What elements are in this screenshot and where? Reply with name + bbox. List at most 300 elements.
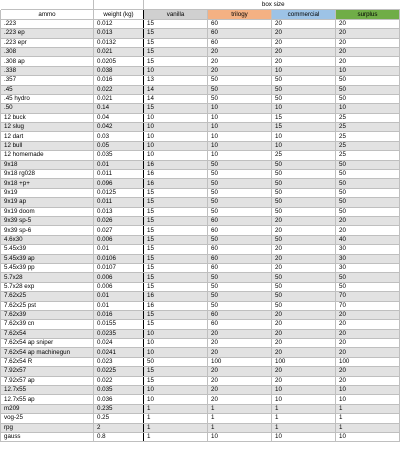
commercial-cell[interactable]: 20 [272,226,336,235]
trilogy-cell[interactable]: 10 [208,132,272,141]
weight-cell[interactable]: 0.14 [94,104,144,113]
weight-cell[interactable]: 0.022 [94,85,144,94]
ammo-cell[interactable]: m209 [1,404,94,413]
vanilla-cell[interactable]: 15 [144,198,208,207]
commercial-cell[interactable]: 20 [272,320,336,329]
ammo-cell[interactable]: .223 [1,19,94,28]
surplus-cell[interactable]: 1 [336,414,400,423]
ammo-cell[interactable]: 7.62x54 ap sniper [1,339,94,348]
table-row [1,38,400,47]
weight-cell[interactable]: 0.01 [94,160,144,169]
weight-cell[interactable]: 0.03 [94,132,144,141]
vanilla-cell[interactable]: 1 [144,432,208,441]
table-row [1,47,400,56]
table-row [1,414,400,423]
weight-cell[interactable]: 0.011 [94,170,144,179]
vanilla-cell[interactable]: 15 [144,310,208,319]
surplus-cell[interactable]: 50 [336,188,400,197]
trilogy-cell[interactable]: 100 [208,357,272,366]
vanilla-cell[interactable]: 15 [144,320,208,329]
ammo-cell[interactable]: 9x39 sp-5 [1,216,94,225]
trilogy-cell[interactable]: 20 [208,348,272,357]
surplus-cell[interactable]: 25 [336,151,400,160]
weight-cell[interactable]: 0.006 [94,235,144,244]
vanilla-cell[interactable]: 15 [144,282,208,291]
vanilla-cell[interactable]: 10 [144,386,208,395]
surplus-cell[interactable]: 50 [336,76,400,85]
vanilla-cell[interactable]: 15 [144,273,208,282]
table-row [1,188,400,197]
surplus-cell[interactable]: 25 [336,141,400,150]
weight-cell[interactable]: 0.011 [94,198,144,207]
vanilla-cell[interactable]: 15 [144,57,208,66]
ammo-cell[interactable]: 12.7x55 [1,386,94,395]
vanilla-cell[interactable]: 15 [144,376,208,385]
trilogy-cell[interactable]: 1 [208,423,272,432]
ammo-cell[interactable]: rpg [1,423,94,432]
commercial-cell[interactable]: 1 [272,414,336,423]
table-row [1,132,400,141]
commercial-cell[interactable]: 50 [272,179,336,188]
commercial-cell[interactable]: 20 [272,19,336,28]
ammo-cell[interactable]: .357 [1,76,94,85]
surplus-cell[interactable]: 20 [336,320,400,329]
weight-cell[interactable]: 0.0235 [94,329,144,338]
trilogy-cell[interactable]: 20 [208,57,272,66]
commercial-cell[interactable]: 50 [272,170,336,179]
trilogy-cell[interactable]: 20 [208,386,272,395]
commercial-cell[interactable]: 15 [272,123,336,132]
trilogy-cell[interactable]: 60 [208,19,272,28]
weight-cell[interactable]: 0.0241 [94,348,144,357]
ammo-cell[interactable]: 9x19 doom [1,207,94,216]
commercial-cell[interactable]: 20 [272,329,336,338]
ammo-cell[interactable]: 7.62x25 [1,292,94,301]
commercial-cell[interactable]: 10 [272,395,336,404]
vanilla-cell[interactable]: 15 [144,19,208,28]
weight-cell[interactable]: 0.0155 [94,320,144,329]
weight-cell[interactable]: 0.016 [94,310,144,319]
surplus-cell[interactable]: 1 [336,423,400,432]
trilogy-cell[interactable]: 50 [208,292,272,301]
vanilla-cell[interactable]: 10 [144,395,208,404]
weight-cell[interactable]: 0.013 [94,29,144,38]
weight-cell[interactable]: 0.012 [94,19,144,28]
weight-cell[interactable]: 0.096 [94,179,144,188]
trilogy-cell[interactable]: 20 [208,66,272,75]
weight-cell[interactable]: 0.042 [94,123,144,132]
surplus-cell[interactable]: 10 [336,432,400,441]
table-row [1,310,400,319]
commercial-cell[interactable]: 50 [272,273,336,282]
ammo-cell[interactable]: 5.45x39 [1,245,94,254]
table-row [1,348,400,357]
table-row [1,423,400,432]
commercial-cell[interactable]: 20 [272,339,336,348]
vanilla-cell[interactable]: 1 [144,423,208,432]
vanilla-cell[interactable]: 15 [144,263,208,272]
ammo-cell[interactable]: 12 slug [1,123,94,132]
vanilla-cell[interactable]: 15 [144,245,208,254]
surplus-cell[interactable]: 20 [336,216,400,225]
trilogy-cell[interactable]: 60 [208,29,272,38]
commercial-cell[interactable]: 25 [272,151,336,160]
vanilla-cell[interactable]: 15 [144,207,208,216]
surplus-cell[interactable]: 10 [336,395,400,404]
surplus-cell[interactable]: 1 [336,404,400,413]
ammo-cell[interactable]: .338 [1,66,94,75]
commercial-cell[interactable]: 20 [272,367,336,376]
commercial-cell[interactable]: 50 [272,198,336,207]
surplus-cell[interactable]: 30 [336,254,400,263]
vanilla-cell[interactable]: 15 [144,216,208,225]
trilogy-cell[interactable]: 50 [208,170,272,179]
surplus-cell[interactable]: 50 [336,94,400,103]
trilogy-cell[interactable]: 10 [208,123,272,132]
surplus-cell[interactable]: 70 [336,301,400,310]
ammo-cell[interactable]: .223 ep [1,29,94,38]
vanilla-cell[interactable]: 15 [144,104,208,113]
commercial-cell[interactable]: 50 [272,85,336,94]
surplus-cell[interactable]: 10 [336,386,400,395]
weight-cell[interactable]: 0.235 [94,404,144,413]
ammo-cell[interactable]: 12 homemade [1,151,94,160]
commercial-cell[interactable]: 100 [272,357,336,366]
table-row [1,76,400,85]
vanilla-cell[interactable]: 15 [144,29,208,38]
ammo-cell[interactable]: 5.45x39 pp [1,263,94,272]
surplus-cell[interactable]: 10 [336,66,400,75]
trilogy-cell[interactable]: 50 [208,188,272,197]
surplus-cell[interactable]: 50 [336,198,400,207]
commercial-cell[interactable]: 20 [272,348,336,357]
trilogy-cell[interactable]: 50 [208,198,272,207]
ammo-cell[interactable]: .45 hydro [1,94,94,103]
vanilla-cell[interactable]: 10 [144,151,208,160]
weight-cell[interactable]: 0.01 [94,292,144,301]
commercial-cell[interactable]: 50 [272,235,336,244]
vanilla-cell[interactable]: 15 [144,235,208,244]
commercial-cell[interactable]: 50 [272,207,336,216]
table-row [1,160,400,169]
ammo-cell[interactable]: 9x18 +p+ [1,179,94,188]
commercial-cell[interactable]: 15 [272,113,336,122]
trilogy-cell[interactable]: 60 [208,38,272,47]
commercial-cell[interactable]: 20 [272,47,336,56]
commercial-cell[interactable]: 10 [272,432,336,441]
vanilla-cell[interactable]: 10 [144,329,208,338]
trilogy-cell[interactable]: 20 [208,376,272,385]
commercial-column-header[interactable]: commercial [272,10,336,19]
trilogy-cell[interactable]: 20 [208,395,272,404]
ammo-cell[interactable]: .223 epr [1,38,94,47]
surplus-cell[interactable]: 20 [336,367,400,376]
trilogy-cell[interactable]: 20 [208,47,272,56]
ammo-cell[interactable]: 4.6x30 [1,235,94,244]
trilogy-cell[interactable]: 60 [208,226,272,235]
vanilla-cell[interactable]: 14 [144,94,208,103]
weight-cell[interactable]: 0.006 [94,282,144,291]
box-size-header[interactable]: box size [144,1,400,10]
ammo-cell[interactable]: 7.92x57 ap [1,376,94,385]
ammo-cell[interactable]: 5.7x28 [1,273,94,282]
trilogy-cell[interactable]: 10 [208,104,272,113]
commercial-cell[interactable]: 20 [272,245,336,254]
commercial-cell[interactable]: 10 [272,66,336,75]
trilogy-cell[interactable]: 20 [208,329,272,338]
trilogy-cell[interactable]: 60 [208,263,272,272]
surplus-cell[interactable]: 25 [336,123,400,132]
surplus-cell[interactable]: 20 [336,226,400,235]
ammo-cell[interactable]: 7.62x54 [1,329,94,338]
weight-cell[interactable]: 0.0125 [94,188,144,197]
surplus-cell[interactable]: 20 [336,57,400,66]
ammo-cell[interactable]: 7.62x25 pst [1,301,94,310]
commercial-cell[interactable]: 10 [272,104,336,113]
weight-cell[interactable]: 0.8 [94,432,144,441]
surplus-cell[interactable]: 20 [336,19,400,28]
trilogy-cell[interactable]: 60 [208,310,272,319]
weight-cell[interactable]: 0.016 [94,76,144,85]
vanilla-cell[interactable]: 16 [144,301,208,310]
surplus-cell[interactable]: 25 [336,132,400,141]
commercial-cell[interactable]: 20 [272,38,336,47]
surplus-cell[interactable]: 25 [336,113,400,122]
weight-cell[interactable]: 0.035 [94,151,144,160]
surplus-cell[interactable]: 50 [336,170,400,179]
ammo-cell[interactable]: 9x18 [1,160,94,169]
commercial-cell[interactable]: 50 [272,188,336,197]
surplus-cell[interactable]: 70 [336,292,400,301]
surplus-cell[interactable]: 50 [336,85,400,94]
weight-cell[interactable]: 0.021 [94,47,144,56]
ammo-cell[interactable]: 5.7x28 exp [1,282,94,291]
commercial-cell[interactable]: 20 [272,57,336,66]
weight-cell[interactable]: 0.036 [94,395,144,404]
ammo-cell[interactable]: .45 [1,85,94,94]
ammo-cell[interactable]: vog-25 [1,414,94,423]
ammo-cell[interactable]: 12.7x55 ap [1,395,94,404]
trilogy-cell[interactable]: 50 [208,273,272,282]
table-row [1,245,400,254]
weight-cell[interactable]: 0.027 [94,226,144,235]
surplus-cell[interactable]: 50 [336,282,400,291]
commercial-cell[interactable]: 50 [272,292,336,301]
surplus-cell[interactable]: 100 [336,357,400,366]
weight-cell[interactable]: 0.026 [94,216,144,225]
table-row [1,292,400,301]
commercial-cell[interactable]: 10 [272,141,336,150]
weight-cell[interactable]: 0.022 [94,376,144,385]
surplus-column-header[interactable]: surplus [336,10,400,19]
commercial-cell[interactable]: 20 [272,254,336,263]
weight-cell[interactable]: 2 [94,423,144,432]
commercial-cell[interactable]: 10 [272,386,336,395]
surplus-cell[interactable]: 50 [336,160,400,169]
surplus-cell[interactable]: 40 [336,235,400,244]
table-row [1,367,400,376]
trilogy-cell[interactable]: 60 [208,245,272,254]
surplus-cell[interactable]: 20 [336,29,400,38]
vanilla-cell[interactable]: 50 [144,357,208,366]
ammo-cell[interactable]: 9x19 ap [1,198,94,207]
weight-column-header[interactable]: weight (kg) [94,10,144,19]
weight-cell[interactable]: 0.006 [94,273,144,282]
trilogy-cell[interactable]: 50 [208,235,272,244]
weight-cell[interactable]: 0.035 [94,386,144,395]
surplus-cell[interactable]: 20 [336,376,400,385]
weight-cell[interactable]: 0.05 [94,141,144,150]
trilogy-cell[interactable]: 50 [208,179,272,188]
vanilla-cell[interactable]: 10 [144,132,208,141]
ammo-cell[interactable]: 12 buck [1,113,94,122]
surplus-cell[interactable]: 20 [336,38,400,47]
ammo-cell[interactable]: 7.62x39 [1,310,94,319]
surplus-cell[interactable]: 30 [336,245,400,254]
vanilla-column-header[interactable]: vanilla [144,10,208,19]
commercial-cell[interactable]: 20 [272,216,336,225]
vanilla-cell[interactable]: 14 [144,85,208,94]
surplus-cell[interactable]: 20 [336,339,400,348]
vanilla-cell[interactable]: 15 [144,47,208,56]
vanilla-cell[interactable]: 15 [144,226,208,235]
commercial-cell[interactable]: 50 [272,282,336,291]
trilogy-cell[interactable]: 10 [208,113,272,122]
trilogy-cell[interactable]: 50 [208,94,272,103]
ammo-cell[interactable]: 12 dart [1,132,94,141]
surplus-cell[interactable]: 20 [336,348,400,357]
vanilla-cell[interactable]: 10 [144,141,208,150]
vanilla-cell[interactable]: 15 [144,367,208,376]
ammo-cell[interactable]: 7.62x54 ap machinegun [1,348,94,357]
vanilla-cell[interactable]: 16 [144,160,208,169]
surplus-cell[interactable]: 20 [336,329,400,338]
weight-cell[interactable]: 0.038 [94,66,144,75]
ammo-cell[interactable]: 7.92x57 [1,367,94,376]
surplus-cell[interactable]: 20 [336,310,400,319]
commercial-cell[interactable]: 20 [272,263,336,272]
surplus-cell[interactable]: 50 [336,179,400,188]
table-row [1,207,400,216]
ammo-cell[interactable]: gauss [1,432,94,441]
trilogy-cell[interactable]: 60 [208,320,272,329]
ammo-cell[interactable]: 5.45x39 ap [1,254,94,263]
vanilla-cell[interactable]: 16 [144,170,208,179]
commercial-cell[interactable]: 20 [272,376,336,385]
vanilla-cell[interactable]: 15 [144,188,208,197]
trilogy-cell[interactable]: 50 [208,160,272,169]
weight-cell[interactable]: 0.0225 [94,367,144,376]
trilogy-cell[interactable]: 1 [208,404,272,413]
weight-cell[interactable]: 0.04 [94,113,144,122]
trilogy-cell[interactable]: 50 [208,76,272,85]
vanilla-cell[interactable]: 16 [144,292,208,301]
ammo-cell[interactable]: 12 bull [1,141,94,150]
weight-cell[interactable]: 0.25 [94,414,144,423]
blank-cell[interactable] [94,1,144,10]
commercial-cell[interactable]: 20 [272,29,336,38]
weight-cell[interactable]: 0.021 [94,94,144,103]
trilogy-cell[interactable]: 50 [208,85,272,94]
trilogy-cell[interactable]: 50 [208,207,272,216]
vanilla-cell[interactable]: 16 [144,179,208,188]
ammo-cell[interactable]: 7.62x39 cn [1,320,94,329]
weight-cell[interactable]: 0.0205 [94,57,144,66]
vanilla-cell[interactable]: 1 [144,404,208,413]
commercial-cell[interactable]: 1 [272,404,336,413]
trilogy-cell[interactable]: 50 [208,301,272,310]
surplus-cell[interactable]: 50 [336,207,400,216]
trilogy-cell[interactable]: 60 [208,254,272,263]
weight-cell[interactable]: 0.01 [94,245,144,254]
vanilla-cell[interactable]: 15 [144,38,208,47]
weight-cell[interactable]: 0.01 [94,301,144,310]
ammo-cell[interactable]: .50 [1,104,94,113]
weight-cell[interactable]: 0.024 [94,339,144,348]
trilogy-cell[interactable]: 10 [208,432,272,441]
table-row [1,339,400,348]
weight-cell[interactable]: 0.0132 [94,38,144,47]
commercial-cell[interactable]: 50 [272,76,336,85]
ammo-cell[interactable]: .308 [1,47,94,56]
commercial-cell[interactable]: 20 [272,310,336,319]
weight-cell[interactable]: 0.0106 [94,254,144,263]
vanilla-cell[interactable]: 10 [144,339,208,348]
vanilla-cell[interactable]: 10 [144,66,208,75]
trilogy-cell[interactable]: 60 [208,216,272,225]
ammo-cell[interactable]: 9x39 sp-6 [1,226,94,235]
surplus-cell[interactable]: 10 [336,104,400,113]
vanilla-cell[interactable]: 10 [144,348,208,357]
trilogy-cell[interactable]: 10 [208,141,272,150]
vanilla-cell[interactable]: 15 [144,254,208,263]
trilogy-cell[interactable]: 20 [208,367,272,376]
commercial-cell[interactable]: 10 [272,132,336,141]
trilogy-cell[interactable]: 10 [208,151,272,160]
weight-cell[interactable]: 0.013 [94,207,144,216]
column-header-row [1,10,400,19]
table-row [1,104,400,113]
trilogy-cell[interactable]: 20 [208,339,272,348]
ammo-cell[interactable]: 9x18 rg028 [1,170,94,179]
vanilla-cell[interactable]: 10 [144,113,208,122]
vanilla-cell[interactable]: 10 [144,123,208,132]
table-row [1,94,400,103]
commercial-cell[interactable]: 50 [272,301,336,310]
trilogy-column-header[interactable]: trilogy [208,10,272,19]
ammo-cell[interactable]: .308 ap [1,57,94,66]
commercial-cell[interactable]: 50 [272,94,336,103]
table-row [1,226,400,235]
weight-cell[interactable]: 0.0107 [94,263,144,272]
ammo-cell[interactable]: 9x19 [1,188,94,197]
weight-cell[interactable]: 0.023 [94,357,144,366]
surplus-cell[interactable]: 20 [336,47,400,56]
surplus-cell[interactable]: 50 [336,273,400,282]
ammo-column-header[interactable]: ammo [1,10,94,19]
vanilla-cell[interactable]: 13 [144,76,208,85]
commercial-cell[interactable]: 1 [272,423,336,432]
table-row [1,395,400,404]
table-row [1,386,400,395]
blank-cell[interactable] [1,1,94,10]
vanilla-cell[interactable]: 1 [144,414,208,423]
ammo-cell[interactable]: 7.62x54 R [1,357,94,366]
surplus-cell[interactable]: 30 [336,263,400,272]
trilogy-cell[interactable]: 50 [208,282,272,291]
trilogy-cell[interactable]: 1 [208,414,272,423]
commercial-cell[interactable]: 50 [272,160,336,169]
